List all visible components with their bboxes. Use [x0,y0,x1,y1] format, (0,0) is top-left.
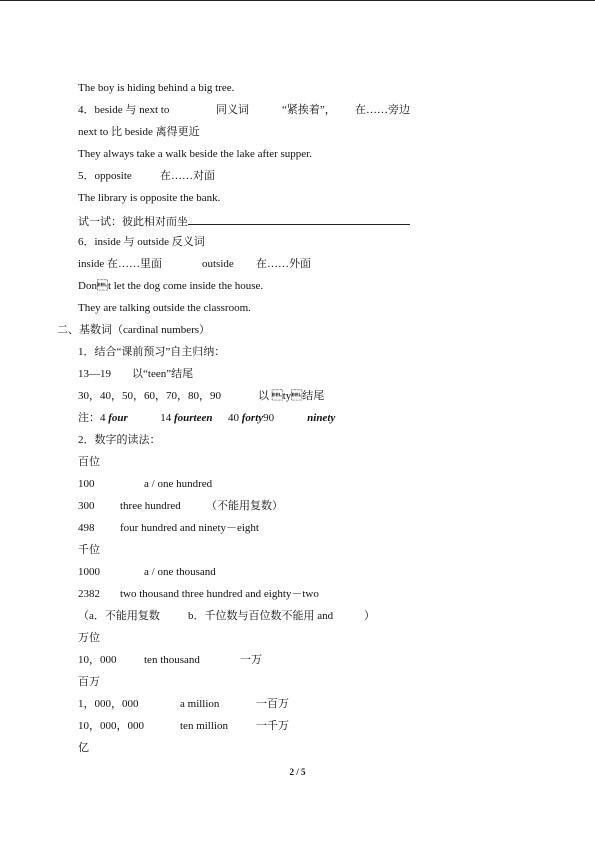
text-line: The library is opposite the bank. [78,192,221,204]
text-segment: a / one hundred [144,478,213,490]
text-line [78,521,259,535]
text-line [78,697,289,711]
text-line [78,103,410,117]
text-line [78,719,289,733]
text-segment: 498 [78,522,95,534]
text-line: next to 比 beside 离得更近 [78,126,200,138]
header-rule [0,0,595,1]
text-line: 6．inside 与 outside 反义词 [78,236,205,248]
category-label: 百万 [78,676,100,688]
text-segment: 在……外面 [256,258,311,270]
text-segment: 1000 [78,566,100,578]
text-segment: a million [180,698,220,710]
note-line [78,411,335,425]
text-line: They always take a walk beside the lake after supper. [78,148,312,160]
number-word: forty [241,412,264,424]
text-segment: 30，40，50，60，70，80，90 [78,390,221,402]
text-line [78,257,311,271]
text-segment: 300 [78,500,95,512]
text-line [78,609,375,623]
text-segment: 一百万 [256,698,289,710]
text-segment: 同义词 [216,104,249,116]
text-segment: 一万 [240,654,262,666]
text-line [78,169,215,183]
text-segment: two thousand three hundred and eighty－two [120,588,319,600]
category-label: 万位 [78,632,100,644]
text-segment: 以“teen”结尾 [132,368,194,380]
number-word: four [108,412,128,424]
text-segment: ten million [180,720,228,732]
note-number: 40 [228,412,242,424]
text-segment: 一千万 [256,720,289,732]
text-line [78,565,216,579]
exercise-prompt: 试一试：彼此相对而坐 [78,216,188,228]
text-line: Dont let the dog come inside the house. [78,280,264,292]
text-segment: 以 ty结尾 [258,390,325,402]
text-line [78,653,262,667]
text-segment: 13—19 [78,368,111,380]
text-line: 1．结合“课前预习”自主归纳： [78,346,226,358]
text-line [78,587,319,601]
category-label: 百位 [78,456,100,468]
note-number: 14 [160,412,174,424]
section-heading: 二、基数词（cardinal numbers） [57,324,211,336]
text-line [78,477,212,491]
text-segment: ten thousand [144,654,200,666]
category-label: 亿 [78,742,89,754]
note-number: 90 [263,412,275,424]
text-line [78,499,283,513]
exercise-line [78,213,410,227]
text-line: They are talking outside the classroom. [78,302,251,314]
text-segment: three hundred [120,500,181,512]
text-segment: 4．beside 与 next to [78,104,170,116]
text-segment: “紧挨着”， [282,104,336,116]
number-word: fourteen [174,412,213,424]
page-number: 2 / 5 [289,767,306,777]
category-label: 千位 [78,544,100,556]
text-segment: （不能用复数） [206,500,283,512]
text-segment: outside [202,258,234,270]
text-segment: a / one thousand [144,566,216,578]
text-segment: 2382 [78,588,100,600]
text-segment: 10，000 [78,654,117,666]
answer-blank[interactable] [188,213,410,225]
text-segment: inside 在……里面 [78,258,163,270]
text-segment: 在……旁边 [355,104,410,116]
text-segment: b．千位数与百位数不能用 and [188,610,334,622]
text-line [78,389,324,403]
text-segment: ） [364,610,375,622]
text-segment: 1，000，000 [78,698,139,710]
text-line: The boy is hiding behind a big tree. [78,82,235,94]
text-segment: four hundred and ninety－eight [120,522,259,534]
text-line [78,367,193,381]
text-segment: 5．opposite [78,170,132,182]
text-line: 2．数字的读法： [78,434,161,446]
text-segment: 10，000，000 [78,720,144,732]
text-segment: （a．不能用复数 [78,610,160,622]
number-word: ninety [307,412,336,424]
text-segment: 100 [78,478,95,490]
text-segment: 在……对面 [160,170,215,182]
note-prefix: 注：4 [78,412,109,424]
